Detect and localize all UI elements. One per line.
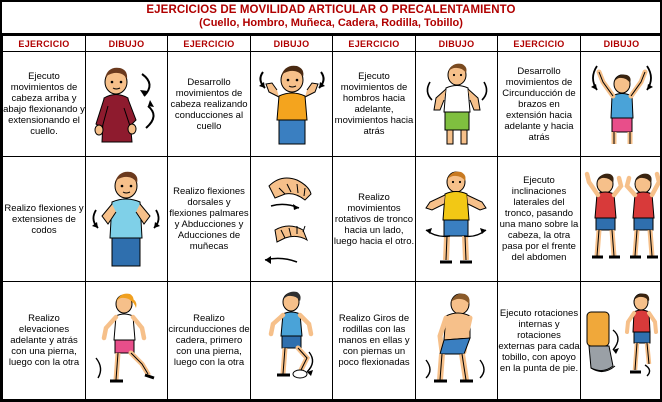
exercise-text: Realizo circunducciones de cadera, primero con una pierna, luego con la otra — [168, 282, 251, 400]
page-title — [2, 2, 660, 35]
shoulder-movement-figure — [416, 52, 498, 157]
header-drawing-3: DIBUJO — [416, 36, 498, 52]
header-exercise-1: EJERCICIO — [3, 36, 86, 52]
exercise-text: Realizo Giros de rodillas con las manos en ellas y con piernas un poco flexionadas — [333, 282, 416, 400]
header-drawing-4: DIBUJO — [581, 36, 662, 52]
exercise-table — [2, 35, 662, 400]
exercise-text: Ejecuto inclinaciones laterales del tronco, pasando una mano sobre la cabeza, la otra pasa por el frente del abdomen — [498, 157, 581, 282]
title-line-2: (Cuello, Hombro, Muñeca, Cadera, Rodilla, Tobillo) — [199, 17, 463, 29]
elbow-flexion-figure — [86, 157, 168, 282]
header-drawing-2: DIBUJO — [251, 36, 333, 52]
trunk-rotation-figure — [416, 157, 498, 282]
exercise-text: Realizo flexiones dorsales y flexiones palmares y Abducciones y Aducciones de muñecas — [168, 157, 251, 282]
exercise-text: Ejecuto rotaciones internas y rotaciones externas para cada tobillo, con apoyo en la punta de pie. — [498, 282, 581, 400]
exercise-text: Ejecuto movimientos de hombros hacia adelante, movimientos hacia atrás — [333, 52, 416, 157]
exercise-text: Ejecuto movimientos de cabeza arriba y abajo flexionando y extensionando el cuello. — [3, 52, 86, 157]
neck-flexion-extension-figure — [86, 52, 168, 157]
leg-raise-figure — [86, 282, 168, 400]
header-exercise-3: EJERCICIO — [333, 36, 416, 52]
header-exercise-2: EJERCICIO — [168, 36, 251, 52]
title-line-1: EJERCICIOS DE MOVILIDAD ARTICULAR O PRECALENTAMIENTO — [146, 4, 516, 16]
exercise-text: Desarrollo movimientos de Circunducción de brazos en extensión hacia adelante y hacia atrás — [498, 52, 581, 157]
table-header-row — [3, 36, 662, 52]
hip-circumduction-figure — [251, 282, 333, 400]
exercise-text: Realizo elevaciones adelante y atrás con una pierna, luego con la otra — [3, 282, 86, 400]
table-row — [3, 157, 662, 282]
exercise-text: Realizo flexiones y extensiones de codos — [3, 157, 86, 282]
knee-rotation-figure — [416, 282, 498, 400]
trunk-lateral-bend-figure — [581, 157, 662, 282]
ankle-rotation-figure — [581, 282, 662, 400]
arm-circumduction-figure — [581, 52, 662, 157]
wrist-movement-figure — [251, 157, 333, 282]
exercise-text: Realizo movimientos rotativos de tronco hacia un lado, luego hacia el otro. — [333, 157, 416, 282]
header-exercise-4: EJERCICIO — [498, 36, 581, 52]
table-row — [3, 282, 662, 400]
table-row — [3, 52, 662, 157]
exercise-text: Desarrollo movimientos de cabeza realizando conducciones al cuello — [168, 52, 251, 157]
header-drawing-1: DIBUJO — [86, 36, 168, 52]
neck-rotation-figure — [251, 52, 333, 157]
